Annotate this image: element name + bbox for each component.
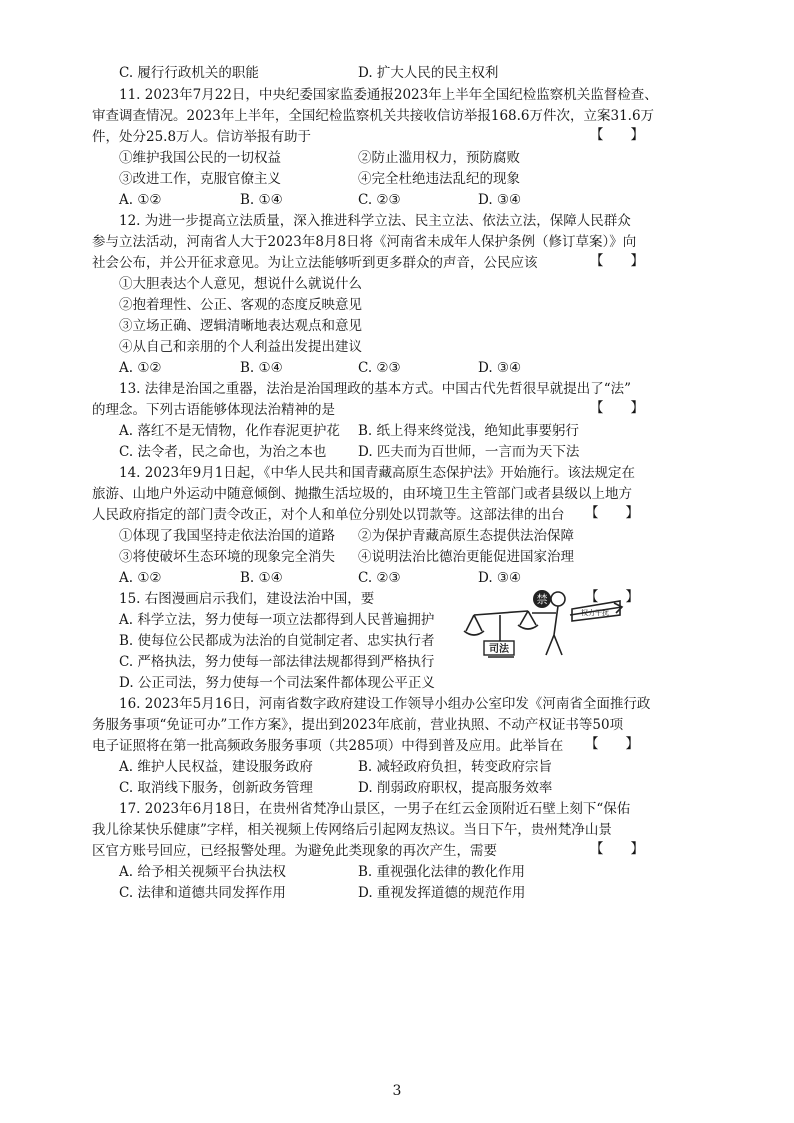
- q15-option-c: C. 严格执法，努力使每一部法律法规都得到严格执行: [119, 654, 435, 670]
- q14-item-3: ③将使破坏生态环境的现象完全消失: [119, 549, 335, 565]
- q12-option-c: C. ②③: [358, 360, 401, 376]
- q12-item-2: ②抱着理性、公正、客观的态度反映意见: [119, 297, 362, 313]
- q14-option-a: A. ①②: [119, 570, 162, 586]
- q16-option-b: B. 减轻政府负担，转变政府宗旨: [358, 759, 553, 775]
- q11-option-a: A. ①②: [119, 192, 162, 208]
- q12-option-a: A. ①②: [119, 360, 162, 376]
- q15-option-b: B. 使每位公民都成为法治的自觉制定者、忠实执行者: [119, 633, 435, 649]
- q10-option-c: C. 履行行政机关的职能: [119, 65, 259, 81]
- q11-stem-line-3: 件，处分25.8万人。信访举报有助于: [92, 129, 312, 145]
- q10-option-d: D. 扩大人民的民主权利: [358, 65, 499, 81]
- q13-option-a: A. 落红不是无情物，化作春泥更护花: [119, 423, 340, 439]
- q12-stem-line-2: 参与立法活动，河南省人大于2023年8月8日将《河南省未成年人保护条例（修订草案）》向: [92, 234, 637, 250]
- q17-stem-line-1: 17. 2023年6月18日，在贵州省梵净山景区，一男子在红云金顶附近石壁上刻下“保佑: [119, 801, 631, 817]
- q14-item-1: ①体现了我国坚持走依法治国的道路: [119, 528, 335, 544]
- page-number: 3: [392, 1083, 402, 1099]
- q14-option-c: C. ②③: [358, 570, 401, 586]
- q14-stem-line-2: 旅游、山地户外运动中随意倾倒、抛撒生活垃圾的，由环境卫生主管部门或者县级以上地方: [92, 486, 632, 502]
- q13-stem-line-1: 13. 法律是治国之重器，法治是治国理政的基本方式。中国古代先哲很早就提出了“法”: [119, 381, 632, 397]
- q14-item-2: ②为保护青藏高原生态提供法治保障: [358, 528, 574, 544]
- q13-stem-line-2: 的理念。下列古语能够体现法治精神的是: [92, 402, 335, 418]
- q11-item-1: ①维护我国公民的一切权益: [119, 150, 281, 166]
- q13-option-b: B. 纸上得来终觉浅，绝知此事要躬行: [358, 423, 580, 439]
- justice-cartoon-image: [462, 585, 632, 665]
- q14-stem-line-3: 人民政府指定的部门责令改正，对个人和单位分别处以罚款等。这部法律的出台: [92, 507, 565, 523]
- q15-option-d: D. 公正司法，努力使每一个司法案件都体现公平正义: [119, 675, 435, 691]
- q17-option-a: A. 给予相关视频平台执法权: [119, 864, 286, 880]
- q11-option-c: C. ②③: [358, 192, 401, 208]
- q12-item-3: ③立场正确、逻辑清晰地表达观点和意见: [119, 318, 362, 334]
- q15-answer-bracket: 【 】: [585, 589, 639, 605]
- cartoon-banner-text: 权力干扰: [581, 609, 609, 617]
- q12-stem-line-1: 12. 为进一步提高立法质量，深入推进科学立法、民主立法、依法立法，保障人民群众: [119, 213, 631, 229]
- q12-item-4: ④从自己和亲朋的个人利益出发提出建议: [119, 339, 362, 355]
- q17-option-b: B. 重视强化法律的教化作用: [358, 864, 526, 880]
- q15-option-a: A. 科学立法，努力使每一项立法都得到人民普遍拥护: [119, 612, 435, 628]
- q14-answer-bracket: 【 】: [585, 505, 639, 521]
- q11-item-4: ④完全杜绝违法乱纪的现象: [358, 171, 520, 187]
- q15-stem-line-1: 15. 右图漫画启示我们，建设法治中国，要: [119, 591, 375, 607]
- q14-option-b: B. ①④: [240, 570, 283, 586]
- q16-option-a: A. 维护人民权益，建设服务政府: [119, 759, 313, 775]
- q12-option-d: D. ③④: [478, 360, 522, 376]
- q14-item-4: ④说明法治比德治更能促进国家治理: [358, 549, 574, 565]
- q11-item-3: ③改进工作，克服官僚主义: [119, 171, 281, 187]
- q16-option-d: D. 削弱政府职权，提高服务效率: [358, 780, 553, 796]
- q17-answer-bracket: 【 】: [590, 841, 644, 857]
- cartoon-badge-text: 禁: [536, 593, 548, 606]
- cartoon-label-text: 司法: [489, 644, 509, 655]
- q16-stem-line-3: 电子证照将在第一批高频政务服务事项（共285项）中得到普及应用。此举旨在: [92, 738, 564, 754]
- q16-option-c: C. 取消线下服务，创新政务管理: [119, 780, 313, 796]
- q14-stem-line-1: 14. 2023年9月1日起，《中华人民共和国青藏高原生态保护法》开始施行。该法规定在: [119, 465, 636, 481]
- q11-answer-bracket: 【 】: [590, 127, 644, 143]
- q11-stem-line-1: 11. 2023年7月22日，中央纪委国家监委通报2023年上半年全国纪检监察机关监督检查、: [119, 87, 658, 103]
- q11-stem-line-2: 审查调查情况。2023年上半年，全国纪检监察机关共接收信访举报168.6万件次，立案31.6万: [92, 108, 655, 124]
- q13-option-d: D. 匹夫而为百世师，一言而为天下法: [358, 444, 580, 460]
- q12-option-b: B. ①④: [240, 360, 283, 376]
- q13-option-c: C. 法令者，民之命也，为治之本也: [119, 444, 327, 460]
- q17-option-d: D. 重视发挥道德的规范作用: [358, 885, 526, 901]
- q14-option-d: D. ③④: [478, 570, 522, 586]
- q16-stem-line-2: 务服务事项“免证可办”工作方案》，提出到2023年底前，营业执照、不动产权证书等50项: [92, 717, 624, 733]
- q16-answer-bracket: 【 】: [585, 736, 639, 752]
- q13-answer-bracket: 【 】: [590, 400, 644, 416]
- q11-option-d: D. ③④: [478, 192, 522, 208]
- q12-answer-bracket: 【 】: [590, 253, 644, 269]
- q17-stem-line-2: 我儿徐某快乐健康”字样，相关视频上传网络后引起网友热议。当日下午，贵州梵净山景: [92, 822, 612, 838]
- q11-option-b: B. ①④: [240, 192, 283, 208]
- q16-stem-line-1: 16. 2023年5月16日，河南省数字政府建设工作领导小组办公室印发《河南省全面推行政: [119, 696, 651, 712]
- q12-stem-line-3: 社会公布，并公开征求意见。为让立法能够听到更多群众的声音，公民应该: [92, 255, 538, 271]
- q11-item-2: ②防止滥用权力，预防腐败: [358, 150, 520, 166]
- q17-option-c: C. 法律和道德共同发挥作用: [119, 885, 286, 901]
- q17-stem-line-3: 区官方账号回应，已经报警处理。为避免此类现象的再次产生，需要: [92, 843, 497, 859]
- q12-item-1: ①大胆表达个人意见，想说什么就说什么: [119, 276, 362, 292]
